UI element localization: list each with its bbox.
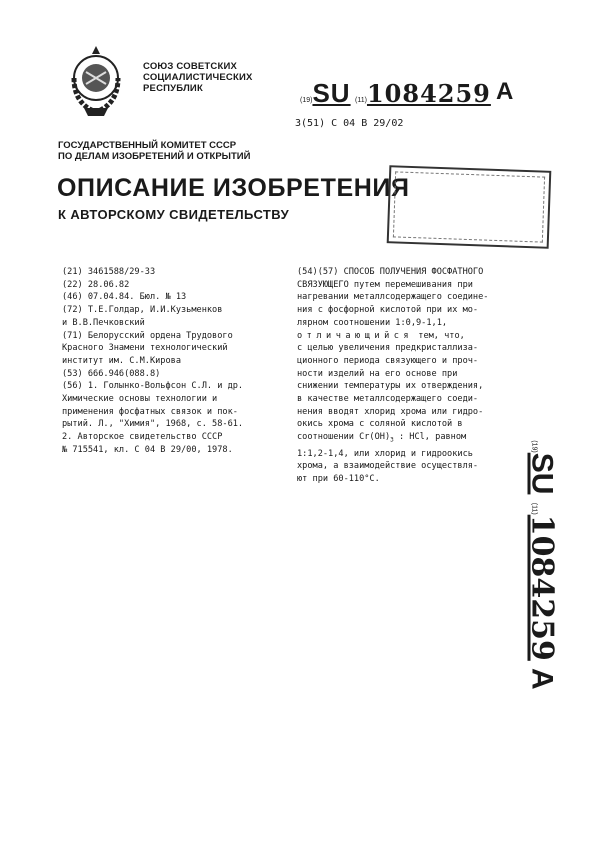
biblio-line: (22) 28.06.82 [62,279,130,290]
side-kind: A [525,668,559,690]
side-tag-11: (11) [530,502,538,515]
abstract-line: хрома, а взаимодействие осуществля- [297,461,479,472]
biblio-line: 2. Авторское свидетельство СССР [62,432,223,443]
abstract-line [297,431,527,447]
side-code-text [525,440,560,689]
abstract-line: окись хрома с соляной кислотой в [297,419,463,430]
abstract-line [297,330,527,343]
side-tag-19: (19) [530,440,538,453]
abstract-line: ности изделий на его основе при [297,368,458,379]
patent-code [300,78,540,108]
committee-line: ГОСУДАРСТВЕННЫЙ КОМИТЕТ СССР [58,140,237,151]
document-subtitle: К АВТОРСКОМУ СВИДЕТЕЛЬСТВУ [58,207,290,222]
abstract-line: ционного периода связующего и проч- [297,355,479,366]
abstract-line: СВЯЗУЮЩЕГО путем перемешивания при [297,279,473,290]
biblio-line: институт им. С.М.Кирова [62,355,181,366]
code-tag-11: (11) [355,97,367,104]
biblio-line: (56) 1. Голынко-Вольфсон С.Л. и др. [62,381,244,392]
abstract-line: ния с фосфорной кислотой при их мо- [297,305,479,316]
abstract-line: лярном соотношении 1:0,9-1,1, [297,317,448,328]
ipc-class: 3(51) С 04 В 29/02 [295,118,404,129]
side-patent-code [520,440,564,690]
stamp-border [393,171,545,242]
biblio-line: № 715541, кл. С 04 В 29/00, 1978. [62,444,233,455]
abstract-line: с целью увеличения предкристаллиза- [297,343,479,354]
committee-name [58,140,250,162]
code-tag-19: (19) [300,97,313,104]
biblio-line: (72) Т.Е.Голдар, И.И.Кузьменков [62,305,223,316]
side-number: 1084259 [524,514,560,661]
abstract-line: снижении температуры их отверждения, [297,381,484,392]
state-emblem-icon [60,42,132,122]
biblio-line: (21) 3461588/29-33 [62,267,156,277]
abstract-text [297,266,527,486]
union-name [143,61,253,94]
document-title: ОПИСАНИЕ ИЗОБРЕТЕНИЯ [57,174,410,202]
biblio-line: (46) 07.04.84. Бюл. № 13 [62,292,187,303]
biblio-line: рытий. Л., "Химия", 1968, с. 58-61. [62,419,244,430]
patent-kind: A [496,78,514,105]
union-line: РЕСПУБЛИК [143,83,203,94]
abstract-line: ют при 60-110°С. [297,473,380,484]
abstract-line: нагревании металлсодержащего соедине- [297,292,489,303]
country-code: SU [312,78,351,108]
abstract-line: (54)(57) СПОСОБ ПОЛУЧЕНИЯ ФОСФАТНОГО [297,267,484,277]
abstract-fragment: соотношении Cr(OH) [297,432,391,443]
biblio-line: Химические основы технологии и [62,394,218,405]
distinguishing-word: отличающийся [297,330,414,341]
library-stamp [387,165,552,249]
patent-number: 1084259 [366,79,491,108]
abstract-line: в качестве металлсодержащего соеди- [297,394,479,405]
committee-line: ПО ДЕЛАМ ИЗОБРЕТЕНИЙ И ОТКРЫТИЙ [58,151,251,162]
biblio-line: (53) 666.946(088.8) [62,368,161,379]
biblio-line: и В.В.Печковский [62,317,145,328]
side-country: SU [525,452,559,495]
abstract-line: нения вводят хлорид хрома или гидро- [297,406,484,417]
abstract-fragment: : HCl, равном [393,432,467,443]
union-line: СОЦИАЛИСТИЧЕСКИХ [143,72,253,83]
biblio-line: применения фосфатных связок и пок- [62,406,238,417]
union-line: СОЮЗ СОВЕТСКИХ [143,61,238,72]
biblio-line: Красного Знамени технологический [62,343,228,354]
subscript: 3 [390,436,394,444]
bibliographic-data [62,266,292,457]
biblio-line: (71) Белорусский ордена Трудового [62,330,233,341]
abstract-line: 1:1,2-1,4, или хлорид и гидроокись [297,448,473,459]
abstract-fragment: тем, что, [413,330,465,341]
